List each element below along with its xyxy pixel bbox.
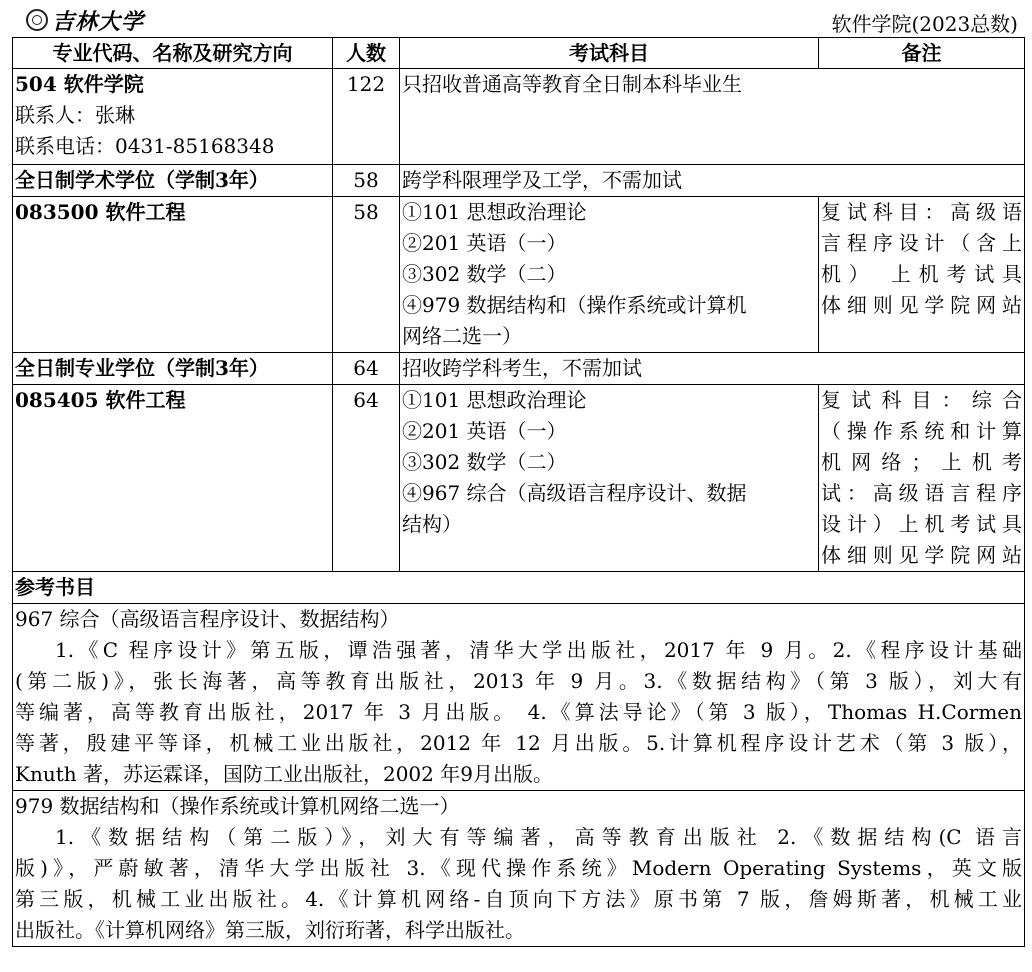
academic-note: 跨学科限理学及工学，不需加试 (400, 165, 1025, 197)
subject-line: ③302 数学（二） (402, 450, 567, 474)
professional-major-remark (819, 385, 1025, 572)
professional-title: 全日制专业学位（学制3年） (13, 353, 333, 385)
subject-line: ①101 思想政治理论 (402, 200, 587, 224)
reference-block-967 (13, 604, 1025, 791)
professional-major-subjects (400, 385, 819, 572)
subject-line: ③302 数学（二） (402, 262, 567, 286)
reference-line: 等编著，高等教育出版社，2017 年 3 月出版。 4.《算法导论》（第 3 版），Thomas H.Cormen (15, 700, 1022, 724)
reference-line: 出版社。《计算机网络》第三版，刘衍珩著，科学出版社。 (15, 918, 525, 942)
reference-line: (第二版)》，张长海著，高等教育出版社，2013 年 9 月。3.《数据结构》（第 3 版），刘大有 (15, 669, 1022, 693)
college-row (13, 69, 1025, 165)
subject-line: 结构） (402, 512, 462, 536)
reference-line: 等著，殷建平等译，机械工业出版社，2012 年 12 月出版。5.计算机程序设计艺术（第 3 版）， (15, 731, 1022, 755)
academic-major-row (13, 197, 1025, 353)
college-contact: 联系人：张琳 (15, 103, 135, 127)
professional-note: 招收跨学科考生，不需加试 (400, 353, 1025, 385)
academic-major-name: 083500 软件工程 (13, 197, 333, 353)
reference-line: Knuth 著，苏运霖译，国防工业出版社，2002 年9月出版。 (15, 762, 553, 786)
page-header (12, 6, 1024, 36)
academic-count: 58 (333, 165, 400, 197)
academic-major-remark (819, 197, 1025, 353)
subject-line: ①101 思想政治理论 (402, 388, 587, 412)
remark-line: 设计）上机考试具 (821, 512, 1022, 536)
subject-line: ②201 英语（一） (402, 419, 567, 443)
reference-line: 1.《数据结构（第二版）》，刘大有等编著，高等教育出版社 2.《数据结构(C 语言 (55, 825, 1022, 849)
college-note: 只招收普通高等教育全日制本科毕业生 (400, 69, 1025, 165)
reference-line: 1.《C 程序设计》第五版，谭浩强著，清华大学出版社，2017 年 9 月。2.《程序设计基础 (55, 638, 1022, 662)
remark-line: 机网络；上机考 (821, 450, 1022, 474)
remark-line: 言程序设计（含上 (821, 231, 1022, 255)
subject-line: ④979 数据结构和（操作系统或计算机 (402, 293, 747, 317)
col-header-remark: 备注 (819, 38, 1025, 69)
references-title-row (13, 572, 1025, 604)
remark-line: 试：高级语言程序 (821, 481, 1022, 505)
academic-major-subjects (400, 197, 819, 353)
subject-line: 网络二选一） (402, 324, 522, 348)
academic-row (13, 165, 1025, 197)
col-header-count: 人数 (333, 38, 400, 69)
professional-row (13, 353, 1025, 385)
college-phone: 联系电话：0431-85168348 (15, 134, 275, 158)
reference-block-979 (13, 791, 1025, 947)
remark-line: 复试科目：综合 (821, 388, 1022, 412)
subject-line: ②201 英语（一） (402, 231, 567, 255)
col-header-subjects: 考试科目 (400, 38, 819, 69)
reference-line: 版)》，严蔚敏著，清华大学出版社 3.《现代操作系统》Modern Operating Systems，英文版 (15, 856, 1022, 880)
references-title: 参考书目 (13, 572, 1025, 604)
remark-line: 体细则见学院网站 (821, 293, 1022, 317)
reference-967 (13, 604, 1025, 791)
academic-title: 全日制学术学位（学制3年） (13, 165, 333, 197)
college-name: 504 软件学院 (15, 72, 144, 96)
professional-major-name: 085405 软件工程 (13, 385, 333, 572)
header-row (13, 38, 1025, 69)
remark-line: 复试科目：高级语 (821, 200, 1022, 224)
university-seal-icon (26, 9, 48, 31)
professional-major-count: 64 (333, 385, 400, 572)
reference-line: 第三版，机械工业出版社。4.《计算机网络-自顶向下方法》原书第 7 版，詹姆斯著，机械工业 (15, 887, 1022, 911)
academic-major-count: 58 (333, 197, 400, 353)
remark-line: （操作系统和计算 (821, 419, 1022, 443)
university-logo (26, 6, 144, 34)
professional-count: 64 (333, 353, 400, 385)
admission-table (12, 37, 1025, 947)
subject-line: ④967 综合（高级语言程序设计、数据 (402, 481, 747, 505)
professional-major-row (13, 385, 1025, 572)
remark-line: 体细则见学院网站 (821, 543, 1022, 567)
college-info (13, 69, 333, 165)
college-count: 122 (333, 69, 400, 165)
remark-line: 机） 上机考试具 (821, 262, 1022, 286)
reference-heading: 967 综合（高级语言程序设计、数据结构） (15, 607, 400, 631)
reference-979 (13, 791, 1025, 947)
page-tag: 软件学院(2023总数) (831, 12, 1018, 36)
logo-text: 吉林大学 (52, 8, 145, 35)
reference-heading: 979 数据结构和（操作系统或计算机网络二选一） (15, 794, 460, 818)
col-header-major: 专业代码、名称及研究方向 (13, 38, 333, 69)
